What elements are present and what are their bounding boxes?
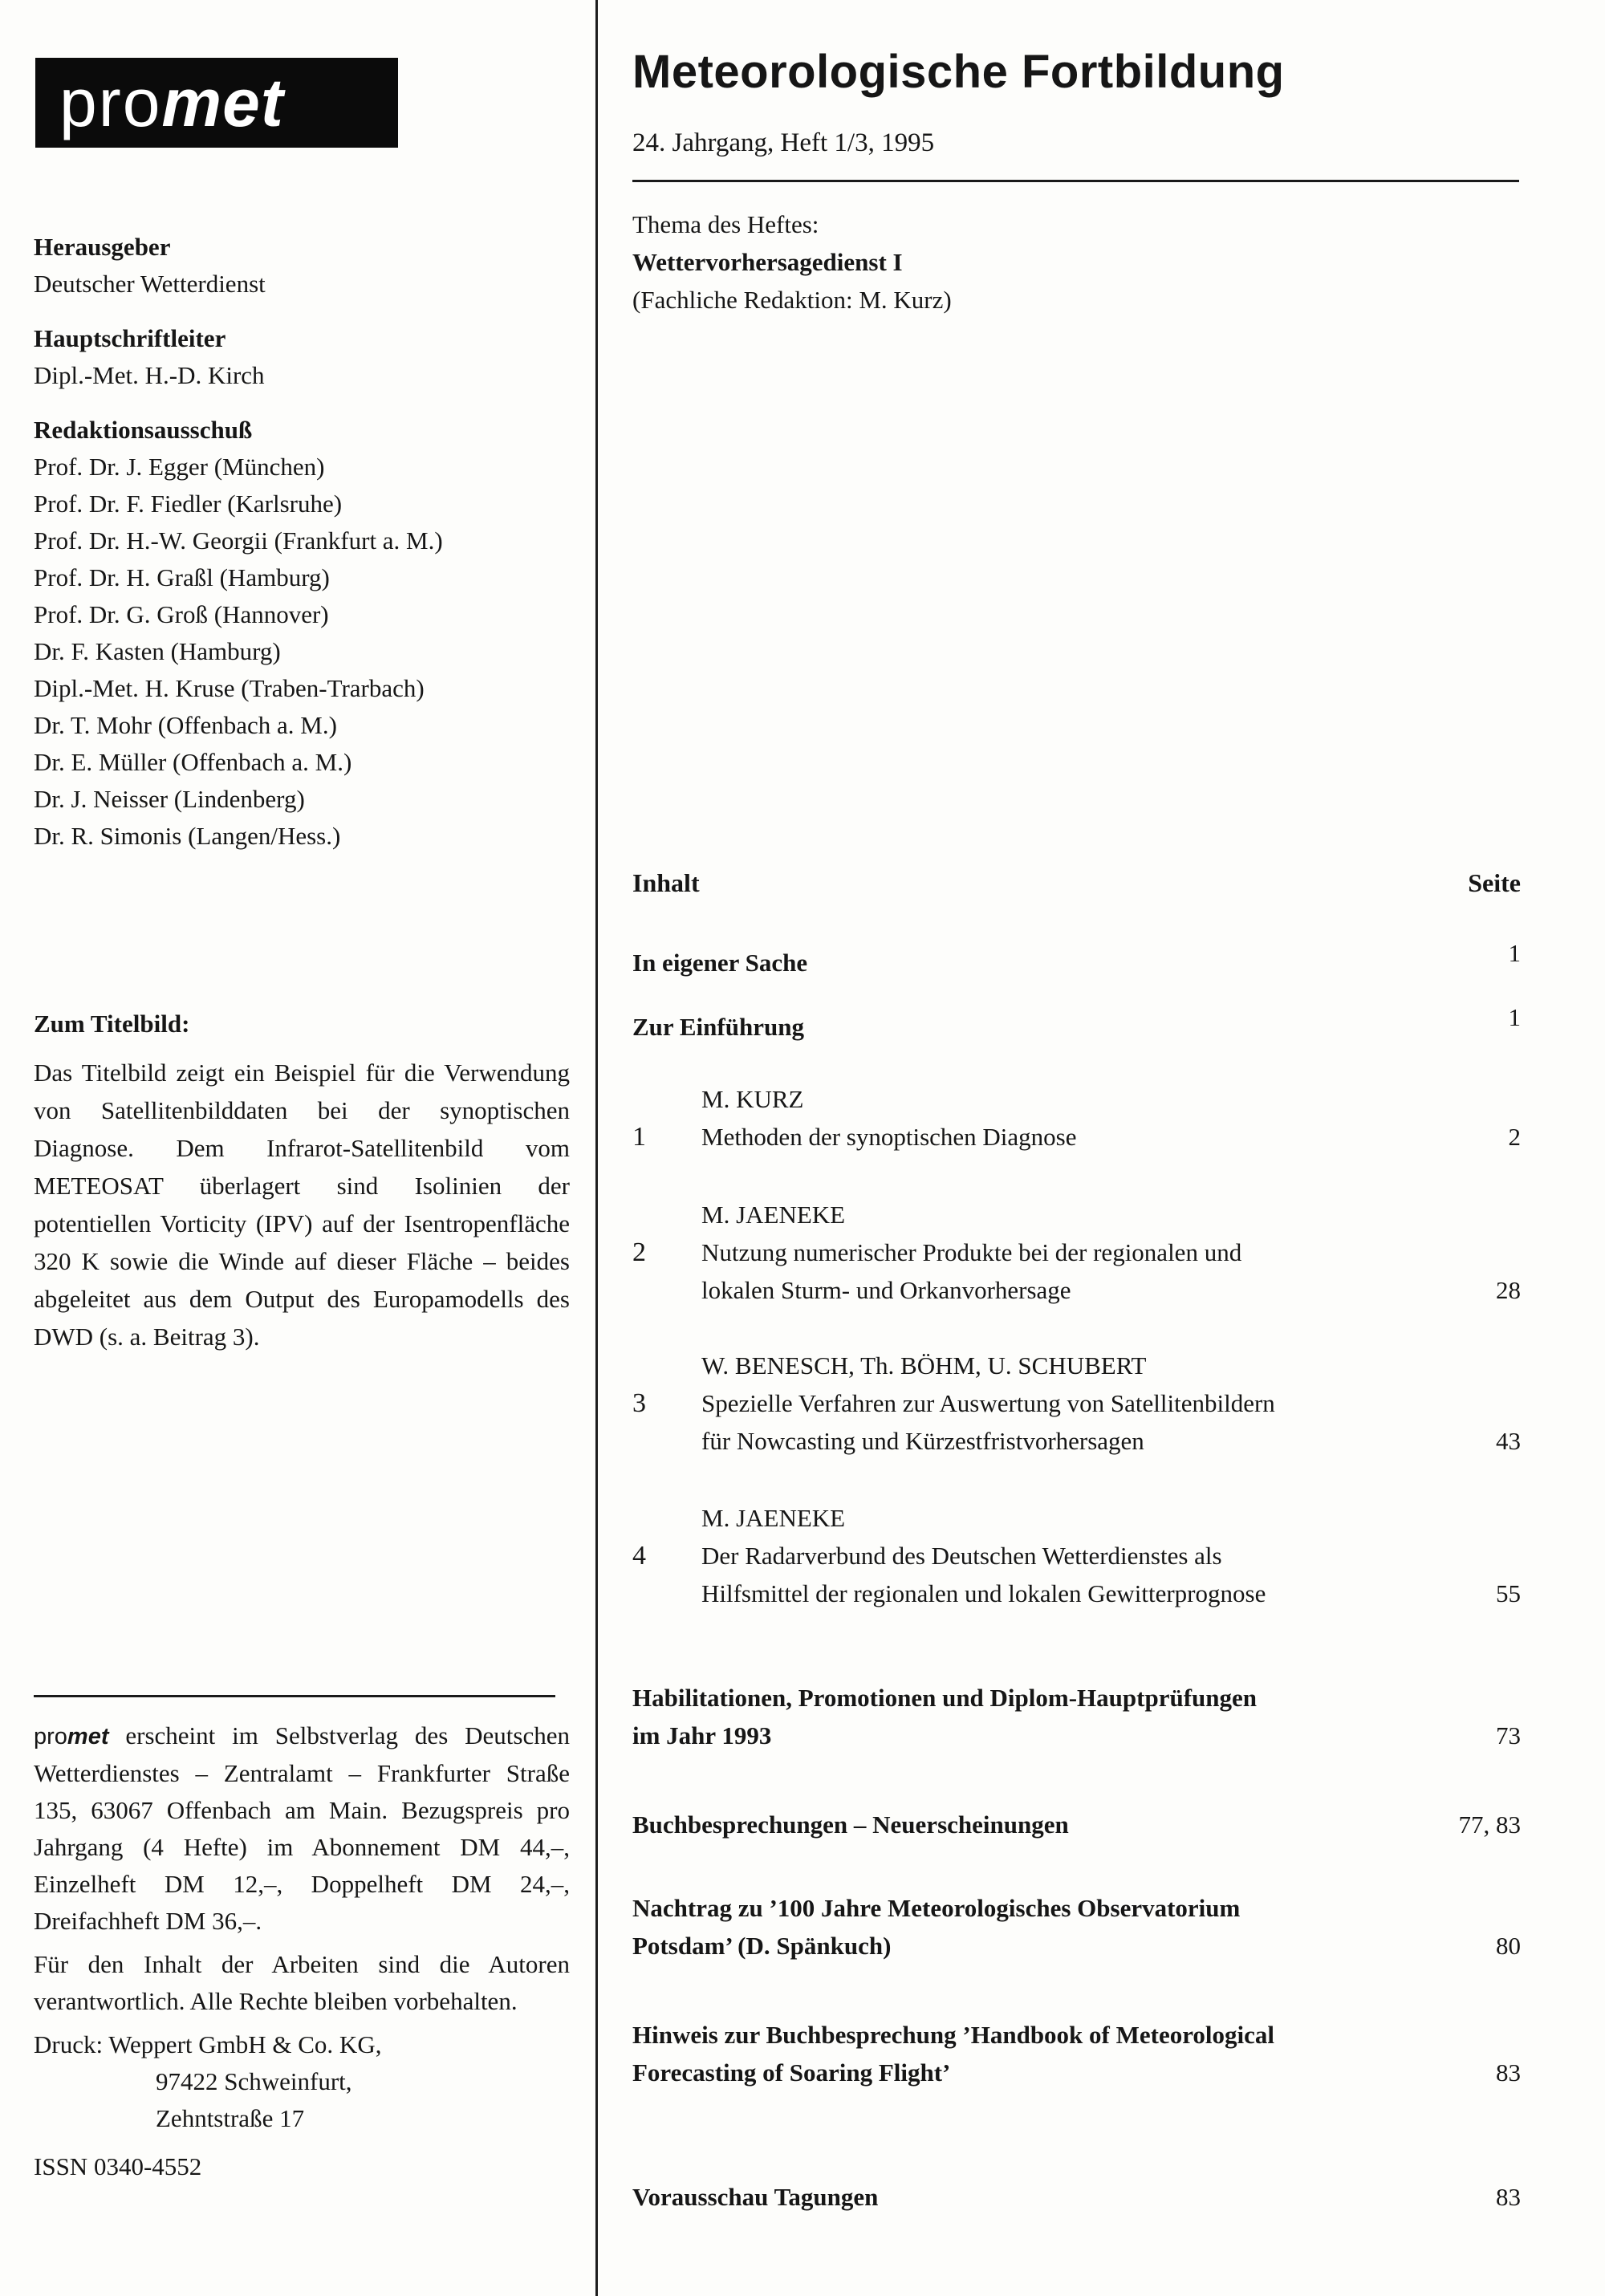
page-number: 2 — [1508, 1123, 1521, 1151]
article-authors: M. KURZ — [701, 1085, 804, 1113]
toc-entry-line: Hinweis zur Buchbesprechung ’Handbook of Meteorological — [632, 2021, 1275, 2049]
issue-theme — [632, 205, 952, 319]
page-number: 55 — [1496, 1579, 1521, 1607]
toc-article — [632, 1499, 1521, 1612]
toc-article — [632, 1196, 1521, 1309]
page-number: 43 — [1496, 1427, 1521, 1455]
article-title-line: Der Radarverbund des Deutschen Wetterdienstes als — [701, 1542, 1222, 1570]
page-number: 83 — [1496, 2058, 1521, 2087]
page-number: 77, 83 — [1458, 1810, 1521, 1839]
editor-name: Dr. E. Müller (Offenbach a. M.) — [34, 748, 352, 776]
toc-entry-line: Habilitationen, Promotionen und Diplom-Hauptprüfungen — [632, 1684, 1258, 1712]
toc-header — [632, 868, 1521, 898]
toc-entry — [632, 1889, 1521, 1965]
article-title-line: Methoden der synoptischen Diagnose — [701, 1123, 1077, 1151]
article-title-line: Spezielle Verfahren zur Auswertung von Satellitenbildern — [701, 1389, 1275, 1417]
toc-entry — [632, 2016, 1521, 2091]
article-title — [701, 1384, 1521, 1460]
page-number: 73 — [1496, 1721, 1521, 1749]
page-number: 1 — [1508, 1003, 1521, 1031]
toc-entry — [632, 1806, 1521, 1843]
editor-name: Prof. Dr. G. Groß (Hannover) — [34, 600, 329, 628]
toc-article — [632, 1347, 1521, 1460]
article-title — [701, 1118, 1521, 1156]
toc-entry-title: Zur Einführung — [632, 1013, 804, 1041]
toc-article — [632, 1080, 1521, 1156]
toc-entry-title: In eigener Sache — [632, 949, 808, 977]
article-number: 3 — [632, 1388, 646, 1418]
toc-entry — [632, 1003, 1521, 1042]
theme-label: Thema des Heftes: — [632, 210, 819, 238]
toc-entry-line: Potsdam’ (D. Spänkuch) — [632, 1932, 892, 1960]
theme-editor: (Fachliche Redaktion: M. Kurz) — [632, 286, 952, 314]
page-number: 80 — [1496, 1932, 1521, 1960]
editor-name: Dr. T. Mohr (Offenbach a. M.) — [34, 711, 337, 739]
imprint — [34, 1717, 570, 2185]
cover-picture-text: Das Titelbild zeigt ein Beispiel für die Verwendung von Satellitenbilddaten bei der synoptischen Diagnose. Dem Infrarot-Satellitenbild vom METEOSAT überlagert sind Isolinien der potentiellen Vorticity (IPV) auf der Isentropenfläche 320 K sowie die Winde auf dieser Fläche – beides abgeleitet aus dem Output des Europamodells des DWD (s. a. Beitrag 3). — [34, 1059, 570, 1351]
chief-editor-name: Dipl.-Met. H.-D. Kirch — [34, 361, 265, 389]
article-title — [701, 1233, 1521, 1309]
article-title-row — [632, 1384, 1521, 1460]
editorial-board-label: Redaktionsausschuß — [34, 416, 253, 444]
cover-picture-note — [34, 1005, 570, 1355]
imprint-liability-text: Für den Inhalt der Arbeiten sind die Autoren verantwortlich. Alle Rechte bleiben vorbehalten. — [34, 1950, 570, 2015]
article-title-line: Hilfsmittel der regionalen und lokalen Gewitterprognose — [701, 1579, 1266, 1607]
article-number: 1 — [632, 1122, 646, 1152]
toc-entry-line: Forecasting of Soaring Flight’ — [632, 2058, 951, 2087]
toc-contents-label: Inhalt — [632, 868, 700, 897]
editor-name: Prof. Dr. J. Egger (München) — [34, 453, 325, 481]
toc-page-label: Seite — [1468, 868, 1521, 897]
article-authors: M. JAENEKE — [701, 1201, 846, 1229]
issue-info: 24. Jahrgang, Heft 1/3, 1995 — [632, 128, 935, 157]
editor-name: Prof. Dr. F. Fiedler (Karlsruhe) — [34, 490, 343, 518]
logo-text-pro: pro — [59, 65, 162, 140]
imprint-paragraph — [34, 1717, 570, 1940]
article-title-line: für Nowcasting und Kürzestfristvorhersagen — [701, 1427, 1144, 1455]
imprint-text: erscheint im Selbstverlag des Deutschen Wetterdienstes – Zentralamt – Frankfurter Straße 135, 63067 Offenbach am Main. Bezugspreis pro Jahrgang (4 Hefte) im Abonnement DM 44,–, Einzelheft DM 12,–, Doppelheft DM 24,–, Dreifachheft DM 36,–. — [34, 1721, 570, 1935]
publisher-label: Herausgeber — [34, 233, 171, 261]
printer-line: Druck: Weppert GmbH & Co. KG, — [34, 2030, 382, 2058]
page-number: 83 — [1496, 2183, 1521, 2211]
toc-entry-line: Nachtrag zu ’100 Jahre Meteorologisches Observatorium — [632, 1894, 1241, 1922]
article-title-row — [632, 1118, 1521, 1156]
printer-line: 97422 Schweinfurt, — [156, 2067, 352, 2095]
page-number: 28 — [1496, 1276, 1521, 1304]
cover-picture-label: Zum Titelbild: — [34, 1010, 190, 1038]
editor-name: Dr. F. Kasten (Hamburg) — [34, 637, 281, 665]
article-authors: M. JAENEKE — [701, 1504, 846, 1532]
article-title-line: lokalen Sturm- und Orkanvorhersage — [701, 1276, 1071, 1304]
editor-name: Prof. Dr. H.-W. Georgii (Frankfurt a. M.) — [34, 526, 443, 555]
toc-entry-line: Buchbesprechungen – Neuerscheinungen — [632, 1810, 1069, 1839]
editor-name: Dr. J. Neisser (Lindenberg) — [34, 785, 305, 813]
article-title-row — [632, 1537, 1521, 1612]
editor-name: Prof. Dr. H. Graßl (Hamburg) — [34, 563, 330, 591]
imprint-rule — [34, 1695, 555, 1697]
imprint-promet-pro: pro — [34, 1724, 67, 1749]
logo-text-met: met — [161, 65, 284, 140]
toc-entry — [632, 2178, 1521, 2216]
toc-entry — [632, 1679, 1521, 1754]
header-rule — [632, 180, 1519, 182]
promet-logo — [35, 58, 398, 148]
chief-editor-label: Hauptschriftleiter — [34, 324, 226, 352]
toc-entry-line: Vorausschau Tagungen — [632, 2183, 879, 2211]
editor-name: Dipl.-Met. H. Kruse (Traben-Trarbach) — [34, 674, 425, 702]
journal-title: Meteorologische Fortbildung — [632, 46, 1285, 98]
article-authors: W. BENESCH, Th. BÖHM, U. SCHUBERT — [701, 1351, 1147, 1380]
printer-line: Zehntstraße 17 — [156, 2104, 305, 2132]
imprint-promet-met: met — [67, 1724, 109, 1749]
article-number: 4 — [632, 1541, 646, 1571]
page-number: 1 — [1508, 939, 1521, 967]
article-title — [701, 1537, 1521, 1612]
theme-title: Wettervorhersagedienst I — [632, 248, 903, 276]
article-title-row — [632, 1233, 1521, 1309]
publisher-name: Deutscher Wetterdienst — [34, 270, 266, 298]
toc-entry — [632, 939, 1521, 977]
column-divider — [595, 0, 598, 2296]
toc-entry-line: im Jahr 1993 — [632, 1721, 772, 1749]
issn-number: ISSN 0340-4552 — [34, 2152, 202, 2180]
article-number: 2 — [632, 1237, 646, 1267]
article-title-line: Nutzung numerischer Produkte bei der regionalen und — [701, 1238, 1242, 1266]
masthead — [34, 229, 573, 855]
editor-name: Dr. R. Simonis (Langen/Hess.) — [34, 822, 341, 850]
